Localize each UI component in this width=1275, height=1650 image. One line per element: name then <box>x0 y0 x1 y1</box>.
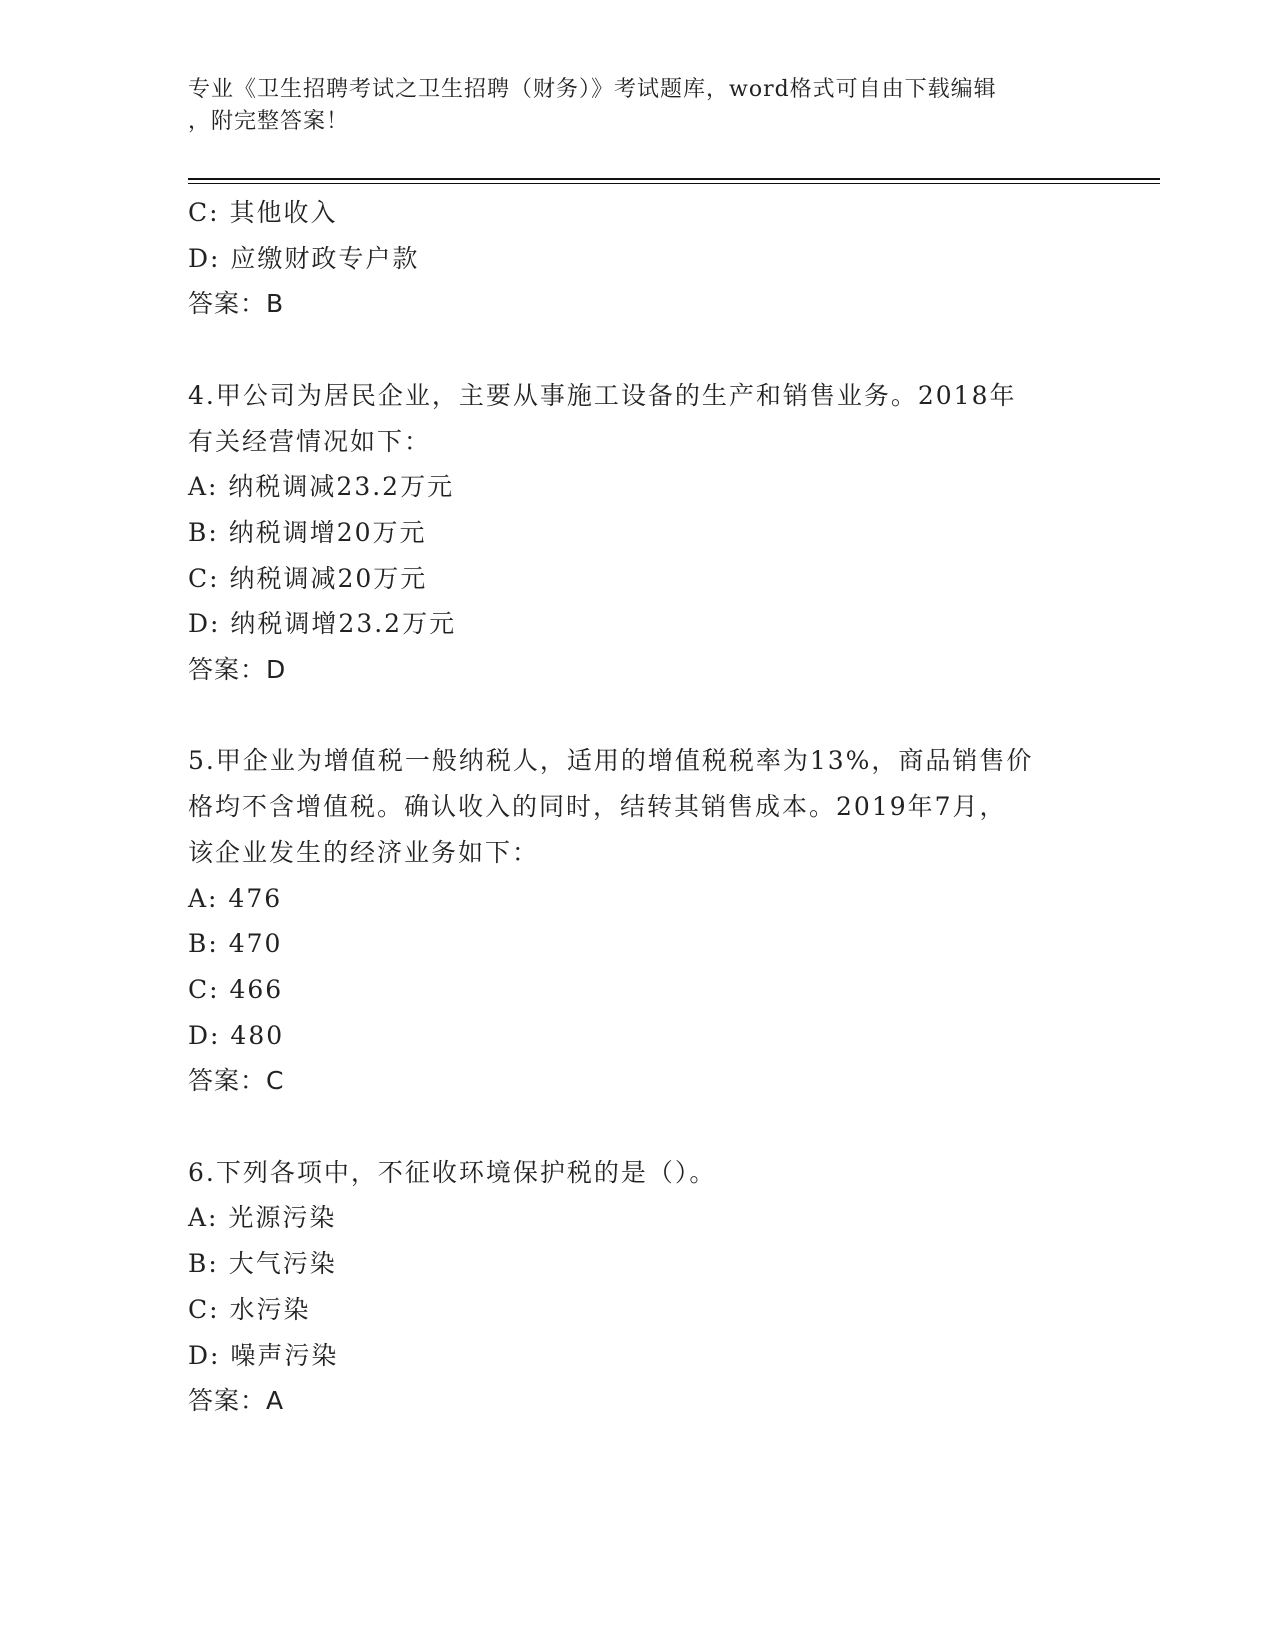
question-stem: 6.下列各项中，不征收环境保护税的是（）。 <box>188 1157 717 1187</box>
header-line-2: ，附完整答案！ <box>188 109 350 134</box>
header-rule-thin <box>188 183 1160 184</box>
question-stem: 有关经营情况如下： <box>188 426 432 456</box>
answer: 答案：D <box>188 655 287 685</box>
header-rule-thick <box>188 178 1160 180</box>
page-header <box>188 74 1088 138</box>
option-b: B: 470 <box>188 929 283 959</box>
answer: 答案：C <box>188 1066 285 1096</box>
option-d: D: 480 <box>188 1020 285 1050</box>
option-c: C: 466 <box>188 974 284 1004</box>
answer: 答案：B <box>188 289 285 319</box>
option-a: A: 光源污染 <box>188 1203 337 1233</box>
spacer <box>188 327 1088 373</box>
header-line-1: 专业《卫生招聘考试之卫生招聘（财务）》考试题库，word格式可自由下载编辑 <box>188 77 997 102</box>
question-stem: 格均不含增值税。确认收入的同时，结转其销售成本。2019年7月， <box>188 792 1007 822</box>
option-d: D: 噪声污染 <box>188 1340 339 1370</box>
answer: 答案：A <box>188 1386 285 1416</box>
option-a: A: 476 <box>188 883 283 913</box>
option-a: A: 纳税调减23.2万元 <box>188 472 455 502</box>
question-5 <box>188 738 1088 1104</box>
option-b: B: 大气污染 <box>188 1249 337 1279</box>
option-c: C: 水污染 <box>188 1294 311 1324</box>
question-stem: 4.甲公司为居民企业，主要从事施工设备的生产和销售业务。2018年 <box>188 380 1017 410</box>
question-list <box>188 190 1088 1424</box>
spacer <box>188 1104 1088 1150</box>
question-6 <box>188 1150 1088 1424</box>
question-stem: 5.甲企业为增值税一般纳税人，适用的增值税税率为13%，商品销售价 <box>188 746 1034 776</box>
option-c: C: 纳税调减20万元 <box>188 563 428 593</box>
spacer <box>188 693 1088 739</box>
option-b: B: 纳税调增20万元 <box>188 517 427 547</box>
option-d: D: 应缴财政专户款 <box>188 243 420 273</box>
question-4 <box>188 373 1088 693</box>
option-d: D: 纳税调增23.2万元 <box>188 609 457 639</box>
question-stem: 该企业发生的经济业务如下： <box>188 837 540 867</box>
prev-question <box>188 190 1088 327</box>
option-c: C: 其他收入 <box>188 198 338 227</box>
